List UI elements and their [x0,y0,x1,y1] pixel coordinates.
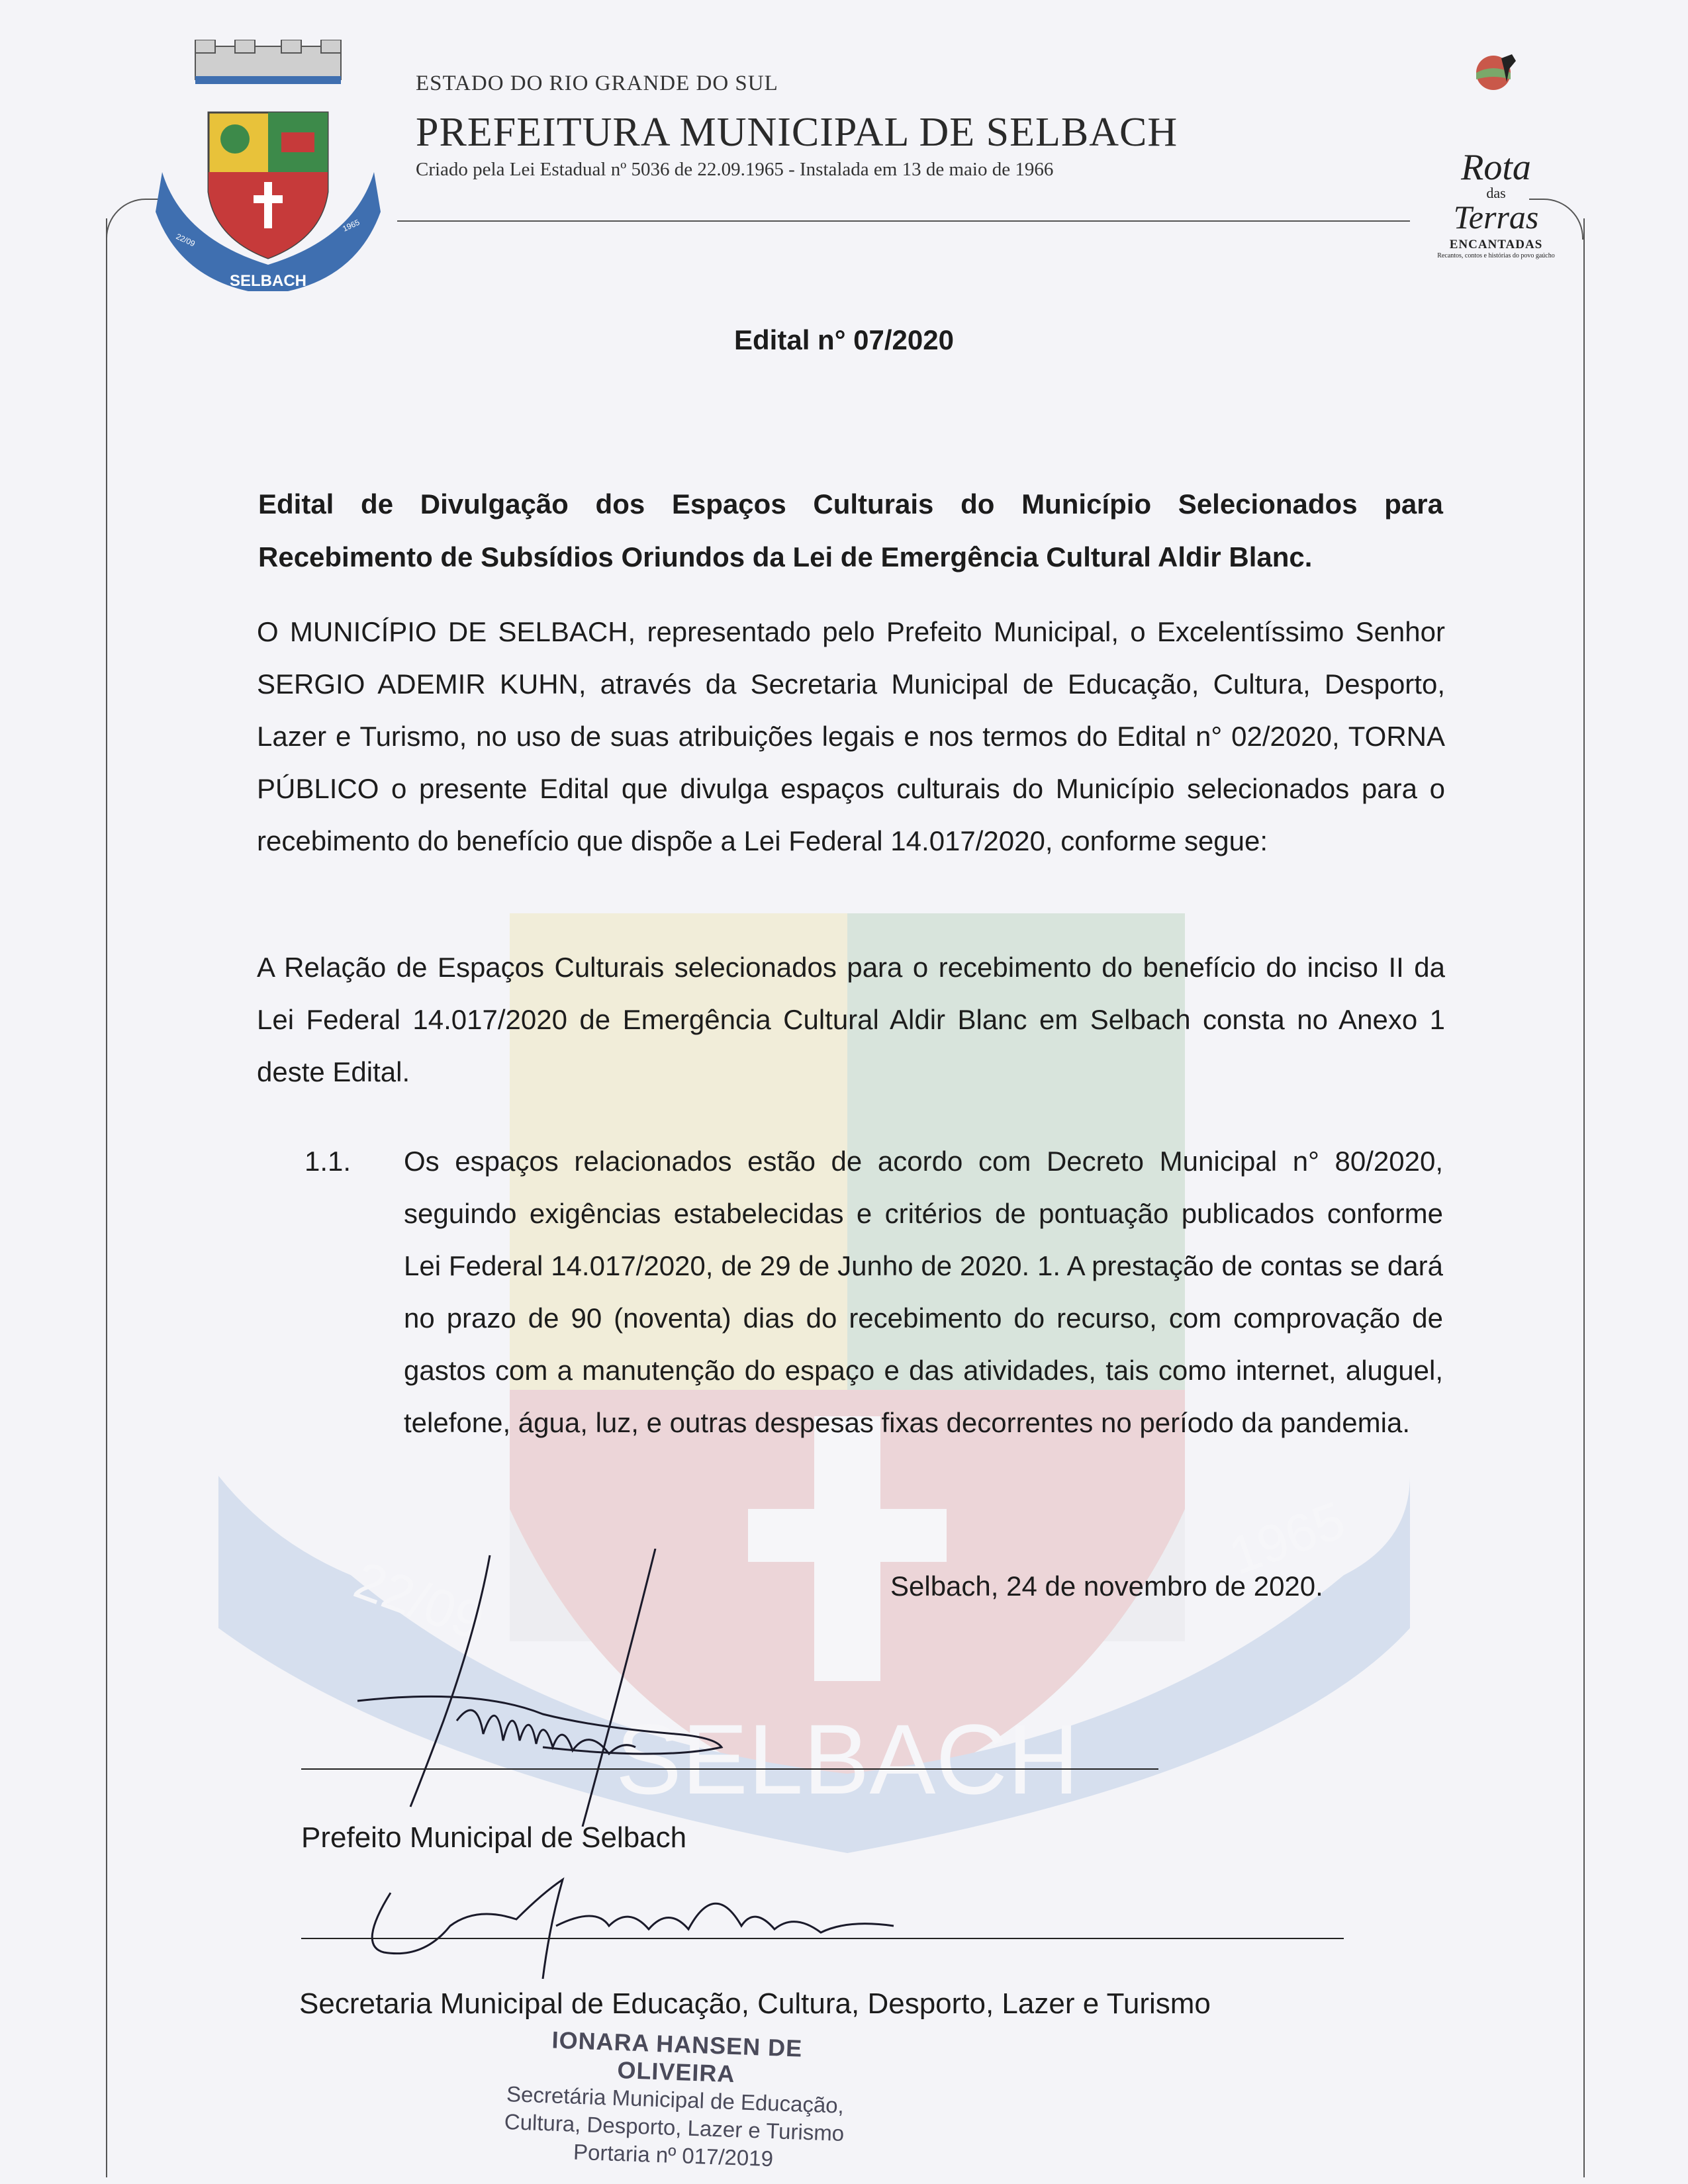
stamp-name: IONARA HANSEN DE OLIVEIRA [551,2026,803,2088]
secretary-signature [344,1866,940,1999]
signature-line-secretary [301,1938,1344,1939]
secretary-signature-label: Secretaria Municipal de Educação, Cultura, Desporto, Lazer e Turismo [299,1987,1211,2020]
rota-das-terras-logo [1430,53,1562,146]
document-date: Selbach, 24 de novembro de 2020. [890,1570,1323,1602]
document-title: Edital n° 07/2020 [734,324,954,355]
state-name: ESTADO DO RIO GRANDE DO SUL [416,71,778,95]
terras-word: Terras [1453,199,1539,236]
creation-info: Criado pela Lei Estadual nº 5036 de 22.09.1965 - Instalada em 13 de maio de 1966 [416,159,1054,180]
logo-tagline: Recantos, contos e histórias do povo gaúcho [1437,252,1555,259]
watermark-date-left: 22/09 [347,1550,492,1651]
paragraph-intro: O MUNICÍPIO DE SELBACH, representado pelo Prefeito Municipal, o Excelentíssimo Senhor SERGIO ADEMIR KUHN, através da Secretaria Municipal de Educação, Cultura, Desporto, Lazer e Turismo, no uso de suas atribuições legais e nos termos do Edital n° 02/2020, TORNA PÚBLICO o presente Edital que divulga espaços culturais do Município selecionados para o recebimento do benefício que dispõe a Lei Federal 14.017/2020, conforme segue: [257,616,1445,856]
paragraph-annex: A Relação de Espaços Culturais selecionados para o recebimento do benefício do inciso II da Lei Federal 14.017/2020 de Emergência Cultural Aldir Blanc em Selbach consta no Anexo 1 deste Edital. [257,952,1445,1087]
mayor-signature-label: Prefeito Municipal de Selbach [301,1821,687,1854]
watermark-banner-text: SELBACH [615,1704,1080,1815]
rota-word: Rota [1461,147,1531,188]
crest-date-left: 22/09 [174,232,197,249]
frame-corner-left [106,199,160,240]
document-subject: Edital de Divulgação dos Espaços Culturais do Município Selecionados para Recebimento de Subsídios Oriundos da Lei de Emergência Cultural Aldir Blanc. [258,488,1443,572]
item-text: Os espaços relacionados estão de acordo com Decreto Municipal n° 80/2020, seguindo exigências estabelecidas e critérios de pontuação publicados conforme Lei Federal 14.017/2020, de 29 de Junho de 2020. 1. A prestação de contas se dará no prazo de 90 (noventa) dias do recebimento do recurso, com comprovação de gastos com a manutenção do espaço e das atividades, tais como internet, aluguel, telefone, água, luz, e outras despesas fixas decorrentes no período da pandemia. [404,1146,1443,1438]
item-number: 1.1. [305,1146,352,1177]
header-divider [397,220,1410,222]
municipal-crest-logo [156,40,381,291]
signature-line-mayor [301,1768,1158,1770]
encantadas-word: ENCANTADAS [1449,238,1543,251]
prefecture-name: PREFEITURA MUNICIPAL DE SELBACH [416,110,1178,155]
watermark-date-right: 1965 [1221,1490,1353,1586]
stamp-line-1: Secretária Municipal de Educação, [506,2081,845,2118]
crest-banner-text: SELBACH [229,272,307,290]
stamp-line-3: Portaria nº 017/2019 [573,2139,774,2171]
official-stamp [488,2024,863,2175]
stamp-line-2: Cultura, Desporto, Lazer e Turismo [504,2109,845,2146]
mayor-signature [344,1549,768,1827]
das-word: das [1486,185,1506,201]
rota-logo-text [1430,149,1562,260]
crest-date-right: 1965 [341,217,361,234]
